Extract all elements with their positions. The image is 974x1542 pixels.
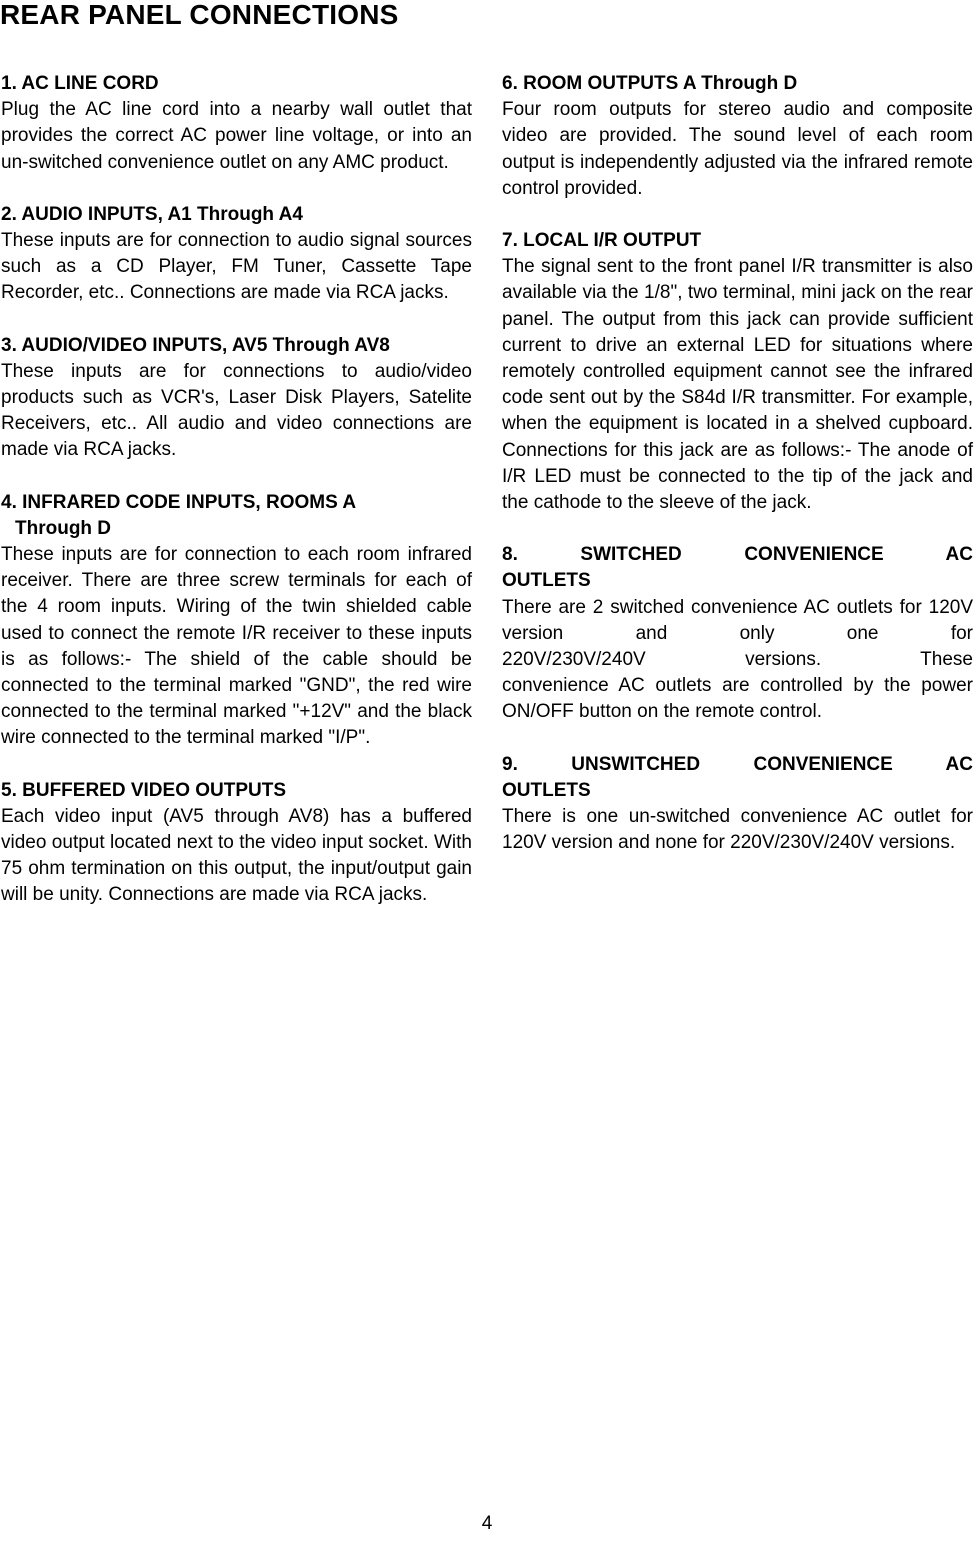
section-body-line: convenience AC outlets are controlled by the power ON/OFF button on the remote control. <box>502 675 973 723</box>
section-local-ir-output <box>502 228 973 516</box>
section-heading-line: OUTLETS <box>502 779 591 801</box>
section-heading-line: 8. SWITCHED CONVENIENCE AC <box>502 544 973 566</box>
section-heading-line: OUTLETS <box>502 570 591 592</box>
section-audio-inputs <box>1 202 472 307</box>
section-audio-video-inputs <box>1 333 472 464</box>
section-heading-line: Through D <box>15 517 112 539</box>
section-body: These inputs are for connection to audio signal sources such as a CD Player, FM Tuner, Cassette Tape Recorder, etc.. Connections are made via RCA jacks. <box>1 230 472 304</box>
section-heading: 2. AUDIO INPUTS, A1 Through A4 <box>1 203 303 225</box>
section-ac-line-cord <box>1 71 472 176</box>
section-heading-line: 9. UNSWITCHED CONVENIENCE AC <box>502 753 973 775</box>
page-title: REAR PANEL CONNECTIONS <box>0 0 399 30</box>
section-body: Plug the AC line cord into a nearby wall outlet that provides the correct AC power line voltage, or into an un-switched convenience outlet on any AMC product. <box>1 99 472 173</box>
section-heading: 1. AC LINE CORD <box>1 73 159 94</box>
section-infrared-code-inputs <box>1 490 472 752</box>
section-heading: 7. LOCAL I/R OUTPUT <box>502 230 702 252</box>
section-heading <box>502 542 973 594</box>
section-body-line: There are 2 switched convenience AC outlets for 120V version and only one for <box>502 596 973 644</box>
section-heading: 3. AUDIO/VIDEO INPUTS, AV5 Through AV8 <box>1 334 390 356</box>
left-column <box>1 71 472 935</box>
section-switched-convenience-outlets <box>502 542 973 725</box>
section-body: There is one un-switched convenience AC outlet for 120V version and none for 220V/230V/240V versions. <box>502 806 973 854</box>
page-number: 4 <box>481 1513 493 1534</box>
section-room-outputs <box>502 71 973 202</box>
section-body: These inputs are for connection to each room infrared receiver. There are three screw terminals for each of the 4 room inputs. Wiring of the twin shielded cable used to connect the remote I/R receiver to these inputs is as follows:- The shield of the cable should be connected to the terminal marked "GND", the red wire connected to the terminal marked "+12V" and the black wire connected to the terminal marked "I/P". <box>1 544 472 749</box>
section-body <box>502 595 973 726</box>
section-unswitched-convenience-outlets <box>502 752 973 857</box>
section-body: Four room outputs for stereo audio and composite video are provided. The sound level of each room output is independently adjusted via the infrared remote control provided. <box>502 99 973 199</box>
section-heading: 6. ROOM OUTPUTS A Through D <box>502 73 798 94</box>
section-heading <box>502 752 973 804</box>
section-heading: 5. BUFFERED VIDEO OUTPUTS <box>1 779 287 801</box>
section-heading-line: 4. INFRARED CODE INPUTS, ROOMS A <box>1 491 357 513</box>
right-column <box>502 71 973 882</box>
section-body: The signal sent to the front panel I/R transmitter is also available via the 1/8", two terminal, mini jack on the rear panel. The output from this jack can provide sufficient current to drive an external LED for situations where remotely controlled equipment cannot see the infrared code sent out by the S84d I/R transmitter. For example, when the equipment is located in a shelved cupboard. Connections for this jack are as follows:- The anode of I/R LED must be connected to the tip of the jack and the cathode to the sleeve of the jack. <box>502 256 973 514</box>
section-body: Each video input (AV5 through AV8) has a buffered video output located next to the video input socket. With 75 ohm termination on this output, the input/output gain will be unity. Connections are made via RCA jacks. <box>1 805 472 906</box>
section-body: These inputs are for connections to audio/video products such as VCR's, Laser Disk Players, Satelite Receivers, etc.. All audio and video connections are made via RCA jacks. <box>1 360 472 461</box>
section-body-line: 220V/230V/240V versions. These <box>502 649 973 671</box>
section-heading <box>1 490 472 542</box>
section-buffered-video-outputs <box>1 778 472 909</box>
